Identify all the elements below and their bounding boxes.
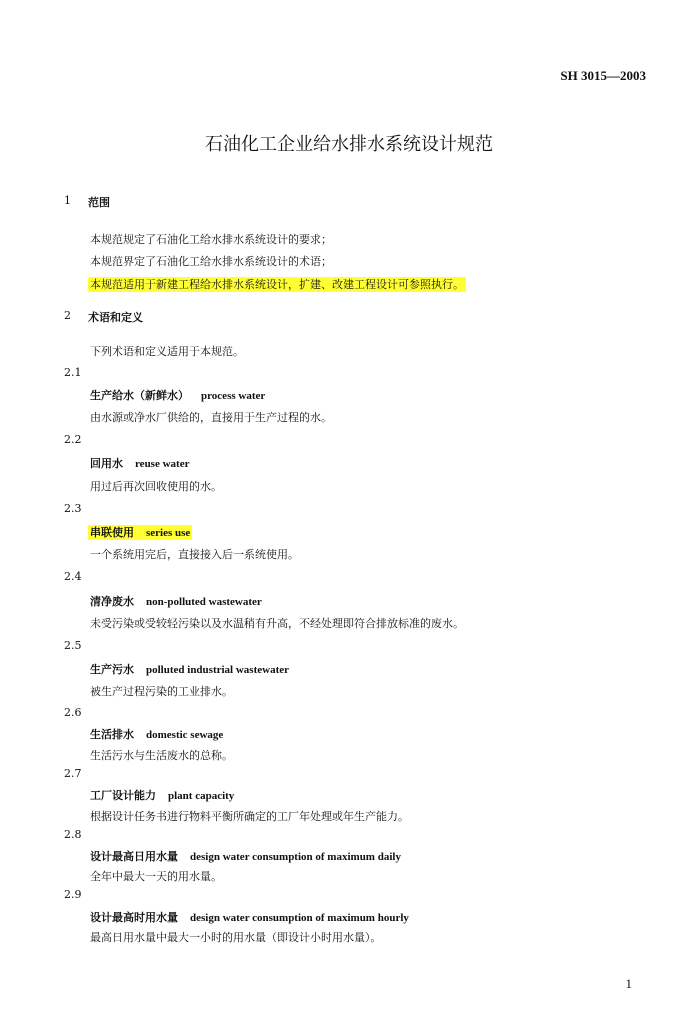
highlight-mark: 本规范适用于新建工程给水排水系统设计，扩建、改建工程设计可参照执行。 bbox=[90, 278, 464, 291]
highlight-mark bbox=[88, 525, 192, 540]
term-en: series use bbox=[146, 527, 191, 539]
term-cn: 生活排水 bbox=[90, 728, 134, 741]
section-title: 术语和定义 bbox=[88, 311, 143, 324]
term-heading-highlighted bbox=[90, 524, 192, 540]
term-heading bbox=[90, 387, 265, 403]
term-cn: 回用水 bbox=[90, 457, 123, 470]
term-en: design water consumption of maximum hourly bbox=[190, 912, 409, 924]
term-heading bbox=[90, 787, 234, 803]
term-definition: 全年中最大一天的用水量。 bbox=[90, 870, 222, 883]
term-definition: 用过后再次回收使用的水。 bbox=[90, 480, 222, 493]
term-en: design water consumption of maximum daily bbox=[190, 851, 401, 863]
term-number: 2.1 bbox=[64, 366, 82, 379]
term-heading bbox=[90, 661, 289, 677]
term-definition: 生活污水与生活废水的总称。 bbox=[90, 749, 233, 762]
term-cn: 设计最高日用水量 bbox=[90, 850, 178, 863]
term-number: 2.6 bbox=[64, 706, 82, 719]
term-en: process water bbox=[201, 390, 266, 402]
term-heading bbox=[90, 848, 401, 864]
term-en: reuse water bbox=[135, 458, 190, 470]
term-cn: 设计最高时用水量 bbox=[90, 911, 178, 924]
page-number: 1 bbox=[625, 976, 632, 991]
paragraph: 本规范规定了石油化工给水排水系统设计的要求； bbox=[90, 233, 332, 246]
term-number: 2.2 bbox=[64, 433, 82, 446]
term-number: 2.8 bbox=[64, 828, 82, 841]
paragraph: 本规范界定了石油化工给水排水系统设计的术语； bbox=[90, 255, 332, 268]
section-number: 2 bbox=[64, 309, 71, 322]
term-number: 2.9 bbox=[64, 888, 82, 901]
term-en: plant capacity bbox=[168, 790, 235, 802]
term-number: 2.3 bbox=[64, 502, 82, 515]
term-heading bbox=[90, 909, 409, 925]
term-heading bbox=[90, 593, 262, 609]
term-definition: 最高日用水量中最大一小时的用水量（即设计小时用水量）。 bbox=[90, 931, 382, 944]
document-id: SH 3015—2003 bbox=[560, 68, 646, 83]
term-cn: 串联使用 bbox=[90, 526, 134, 539]
term-number: 2.5 bbox=[64, 639, 82, 652]
term-cn: 生产污水 bbox=[90, 663, 134, 676]
term-number: 2.7 bbox=[64, 767, 82, 780]
term-en: domestic sewage bbox=[146, 729, 224, 741]
term-number: 2.4 bbox=[64, 570, 82, 583]
term-definition: 一个系统用完后，直接接入后一系统使用。 bbox=[90, 548, 299, 561]
term-definition: 由水源或净水厂供给的，直接用于生产过程的水。 bbox=[90, 411, 332, 424]
section-number: 1 bbox=[64, 194, 71, 207]
page-title: 石油化工企业给水排水系统设计规范 bbox=[205, 134, 493, 155]
term-heading bbox=[90, 455, 189, 471]
term-cn: 清净废水 bbox=[90, 595, 134, 608]
term-en: non-polluted wastewater bbox=[146, 596, 262, 608]
term-heading bbox=[90, 726, 223, 742]
section-title: 范围 bbox=[88, 196, 110, 209]
term-cn: 工厂设计能力 bbox=[90, 789, 156, 802]
term-definition: 根据设计任务书进行物料平衡所确定的工厂年处理或年生产能力。 bbox=[90, 810, 409, 823]
term-definition: 未受污染或受较轻污染以及水温稍有升高，不经处理即符合排放标准的废水。 bbox=[90, 617, 464, 630]
term-definition: 被生产过程污染的工业排水。 bbox=[90, 685, 233, 698]
term-en: polluted industrial wastewater bbox=[146, 664, 289, 676]
paragraph-highlighted bbox=[90, 276, 466, 292]
paragraph: 下列术语和定义适用于本规范。 bbox=[90, 345, 244, 358]
term-cn: 生产给水（新鲜水） bbox=[90, 389, 189, 402]
